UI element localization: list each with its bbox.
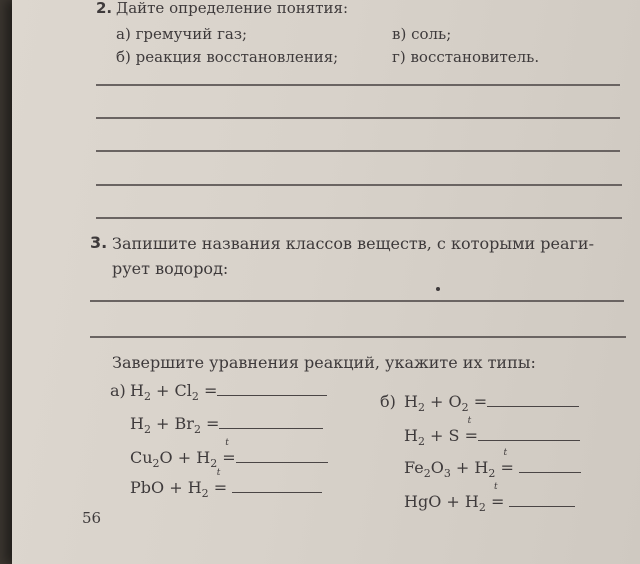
temperature-mark: t <box>503 448 508 458</box>
equation-b1: $H_2 + O_2$ = <box>404 392 579 414</box>
q2-option-a: а) гремучий газ; <box>116 25 248 43</box>
answer-line[interactable] <box>96 150 620 152</box>
q3-number: 3. <box>90 233 108 252</box>
q2-option-v: в) соль; <box>392 25 452 43</box>
equation-b4: HgO + $H_2$ t = <box>404 492 575 514</box>
answer-blank[interactable] <box>478 440 580 441</box>
q3-text-line1: Запишите названия классов веществ, с которыми реаги- <box>112 234 594 253</box>
q2-option-g: г) восстановитель. <box>392 48 540 66</box>
answer-line[interactable] <box>96 84 620 86</box>
q2-title: Дайте определение понятия: <box>116 0 349 17</box>
q4-label-a: а) <box>110 381 126 400</box>
q4-label-b: б) <box>380 392 396 411</box>
q3-text-line2: рует водород: <box>112 259 229 278</box>
answer-blank[interactable] <box>217 395 327 396</box>
q4-title: Завершите уравнения реакций, укажите их типы: <box>112 353 536 372</box>
temperature-mark: t <box>467 416 472 426</box>
answer-blank[interactable] <box>236 462 328 463</box>
answer-line[interactable] <box>90 300 624 302</box>
equation-a2: $H_2 + Br_2$ = <box>130 414 323 436</box>
page-number: 56 <box>82 509 102 527</box>
ink-dot <box>436 287 440 291</box>
equation-a3: $Cu_2O + H_2$ t = <box>130 448 328 470</box>
answer-blank[interactable] <box>232 492 322 493</box>
answer-line[interactable] <box>96 117 620 119</box>
temperature-mark: t <box>216 468 221 478</box>
temperature-mark: t <box>493 482 498 492</box>
equation-a1: $H_2 + Cl_2$ = <box>130 381 327 403</box>
answer-line[interactable] <box>90 336 626 338</box>
textbook-page <box>12 0 640 564</box>
q2-number: 2. <box>96 0 113 17</box>
answer-blank[interactable] <box>519 472 581 473</box>
answer-blank[interactable] <box>219 428 323 429</box>
equation-b2: $H_2 + S$ t = <box>404 426 580 448</box>
answer-line[interactable] <box>96 184 622 186</box>
answer-line[interactable] <box>96 217 622 219</box>
equation-b3: $Fe_2O_3 + H_2$ t = <box>404 458 581 480</box>
q2-option-b: б) реакция восстановления; <box>116 48 339 66</box>
equation-a4: PbO + $H_2$ t = <box>130 478 322 500</box>
answer-blank[interactable] <box>509 506 575 507</box>
temperature-mark: t <box>225 438 229 448</box>
answer-blank[interactable] <box>487 406 579 407</box>
